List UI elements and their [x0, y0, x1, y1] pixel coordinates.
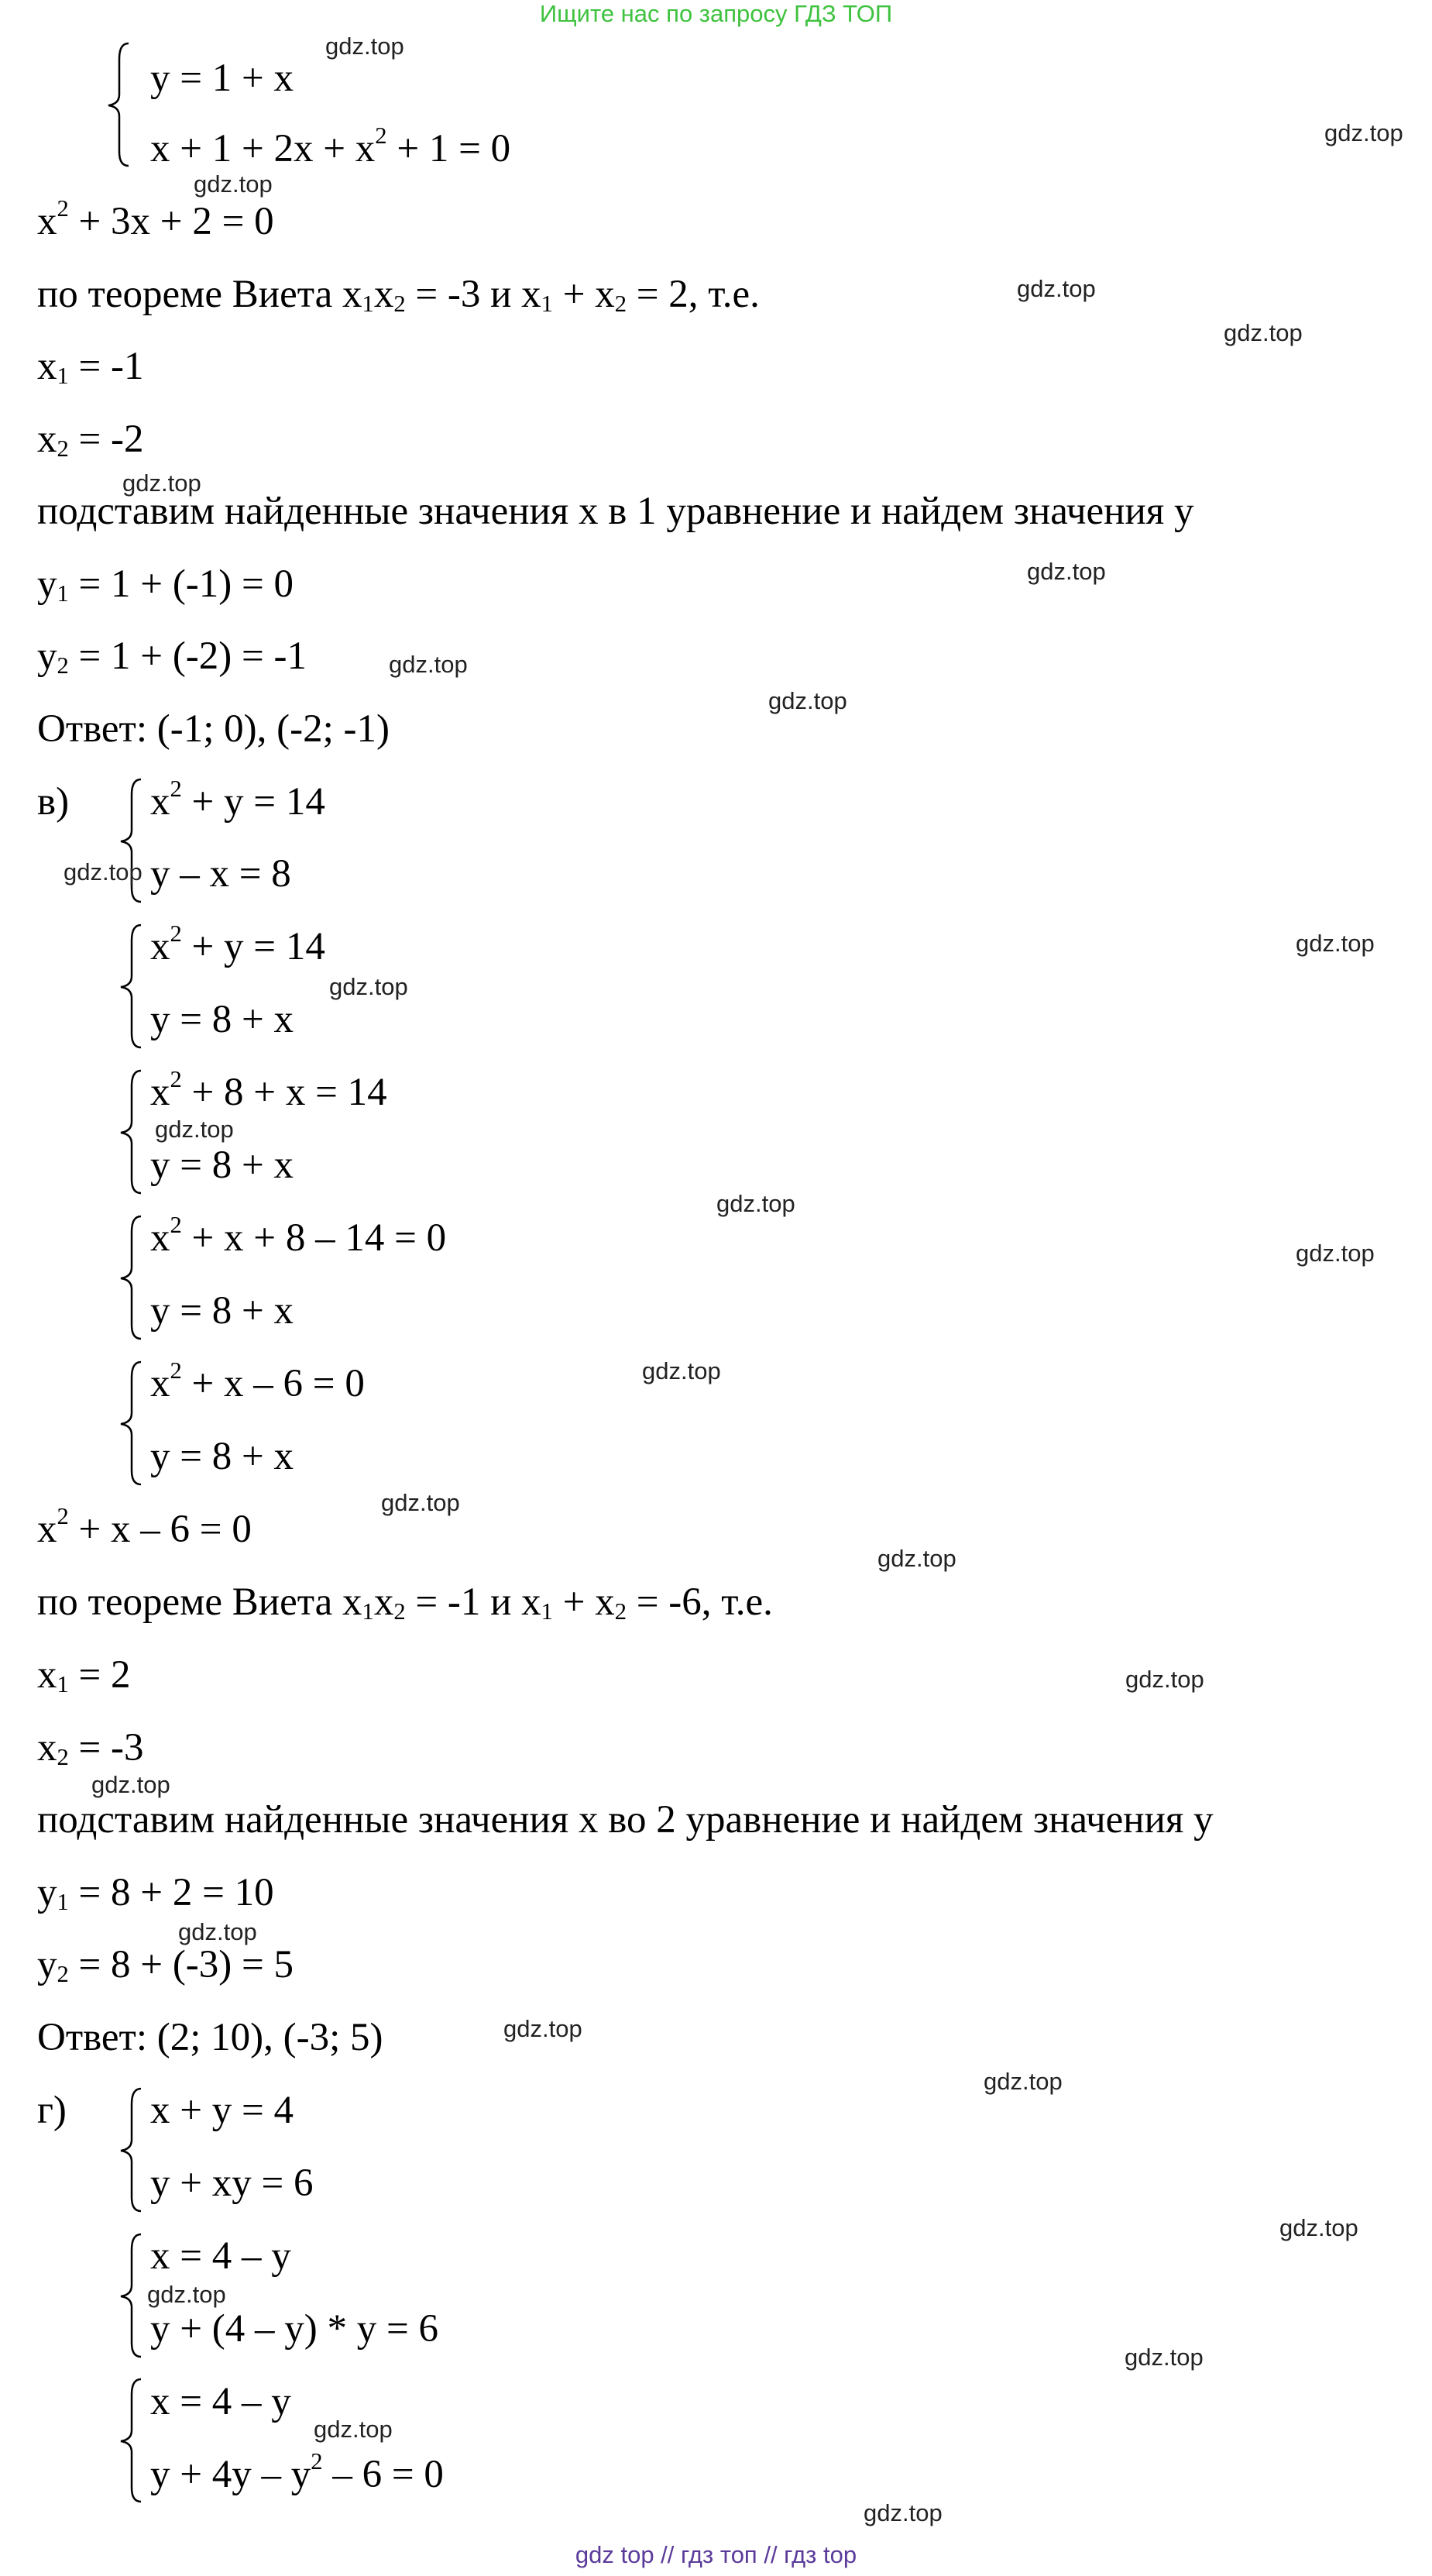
watermark: gdz.top — [1125, 2344, 1204, 2371]
equation: $y_1 = 8 + 2 = 10$ — [37, 1871, 274, 1916]
watermark: gdz.top — [1017, 275, 1096, 302]
system-brace — [115, 2084, 146, 2216]
equation: y – x = 8 — [150, 852, 291, 896]
equation: $x^2 + x + 8 - 14 = 0$ — [150, 1212, 447, 1260]
equation: y = 1 + x — [150, 57, 294, 100]
watermark: gdz.top — [147, 2281, 226, 2308]
equation: $y + 4y - y^2 - 6 = 0$ — [150, 2448, 444, 2496]
equation: $x_1 = -1$ — [37, 345, 144, 390]
equation: x = 4 – y — [150, 2234, 291, 2278]
watermark: gdz.top — [1324, 119, 1403, 146]
watermark: gdz.top — [314, 2416, 393, 2443]
watermark: gdz.top — [325, 33, 404, 60]
watermark: gdz.top — [1125, 1666, 1204, 1693]
watermark: gdz.top — [1296, 930, 1375, 957]
watermark: gdz.top — [716, 1190, 795, 1217]
equation: $x + 1 + 2x + x^2 + 1 = 0$ — [150, 122, 511, 170]
system-brace — [115, 2375, 146, 2506]
equation: y = 8 + x — [150, 1435, 294, 1478]
site-header-link[interactable]: Ищите нас по запросу ГДЗ ТОП — [539, 0, 893, 27]
equation: $y_1 = 1 + (-1) = 0$ — [37, 562, 294, 607]
equation: $x_2 = -3$ — [37, 1726, 144, 1771]
watermark: gdz.top — [642, 1357, 721, 1384]
watermark: gdz.top — [984, 2068, 1063, 2095]
equation: x = 4 – y — [150, 2380, 291, 2423]
system-brace — [115, 775, 146, 906]
watermark: gdz.top — [329, 973, 408, 1000]
part-label: г) — [37, 2089, 67, 2132]
system-brace — [115, 1212, 146, 1343]
watermark: gdz.top — [178, 1918, 257, 1945]
watermark: gdz.top — [122, 469, 201, 497]
text-line: подставим найденные значения x в 1 уравнение и найдем значения y — [37, 490, 1194, 533]
watermark: gdz.top — [1296, 1240, 1375, 1267]
equation: $x^2 + y = 14$ — [150, 776, 325, 824]
equation: $y_2 = 8 + (-3) = 5$ — [37, 1943, 294, 1988]
equation: x + y = 4 — [150, 2089, 294, 2132]
equation: $x^2 + x - 6 = 0$ — [37, 1503, 252, 1551]
text-line: по теореме Виета $x_1x_2 = -1$ и $x_1 + x_2 = -6$, т.е. — [37, 1580, 773, 1625]
watermark: gdz.top — [1279, 2214, 1358, 2241]
equation: $x^2 + 8 + x = 14$ — [150, 1066, 387, 1114]
watermark: gdz.top — [64, 858, 143, 886]
answer-line: Ответ: (-1; 0), (-2; -1) — [37, 707, 390, 751]
text-line: по теореме Виета $x_1x_2 = -3$ и $x_1 + x_2 = 2$, т.е. — [37, 273, 760, 318]
system-brace — [115, 1066, 146, 1198]
equation: $x^2 + 3x + 2 = 0$ — [37, 195, 274, 243]
watermark: gdz.top — [864, 2499, 943, 2526]
equation: y + xy = 6 — [150, 2162, 314, 2205]
part-label: в) — [37, 780, 70, 824]
text-line: подставим найденные значения x во 2 уравнение и найдем значения y — [37, 1798, 1214, 1842]
equation: $x^2 + x - 6 = 0$ — [150, 1357, 365, 1405]
watermark: gdz.top — [381, 1489, 460, 1516]
system-brace — [115, 2230, 146, 2361]
equation: y = 8 + x — [150, 1144, 294, 1187]
equation: y = 8 + x — [150, 998, 294, 1041]
equation: $x^2 + y = 14$ — [150, 920, 325, 968]
equation: $y_2 = 1 + (-2) = -1$ — [37, 635, 307, 679]
equation: $x_2 = -2$ — [37, 418, 144, 463]
watermark: gdz.top — [877, 1545, 956, 1572]
watermark: gdz.top — [389, 651, 468, 678]
watermark: gdz.top — [503, 2015, 582, 2042]
equation: y + (4 – y) * y = 6 — [150, 2307, 438, 2351]
watermark: gdz.top — [155, 1116, 234, 1143]
system-brace — [115, 920, 146, 1052]
watermark: gdz.top — [91, 1771, 170, 1798]
site-footer-link[interactable]: gdz top // гдз топ // гдз top — [575, 2541, 857, 2568]
system-brace — [102, 39, 133, 170]
answer-line: Ответ: (2; 10), (-3; 5) — [37, 2016, 383, 2059]
watermark: gdz.top — [768, 687, 847, 714]
watermark: gdz.top — [1027, 558, 1106, 585]
equation: $x_1 = 2$ — [37, 1653, 131, 1698]
system-brace — [115, 1357, 146, 1489]
equation: y = 8 + x — [150, 1289, 294, 1333]
watermark: gdz.top — [194, 170, 273, 198]
watermark: gdz.top — [1224, 319, 1303, 346]
